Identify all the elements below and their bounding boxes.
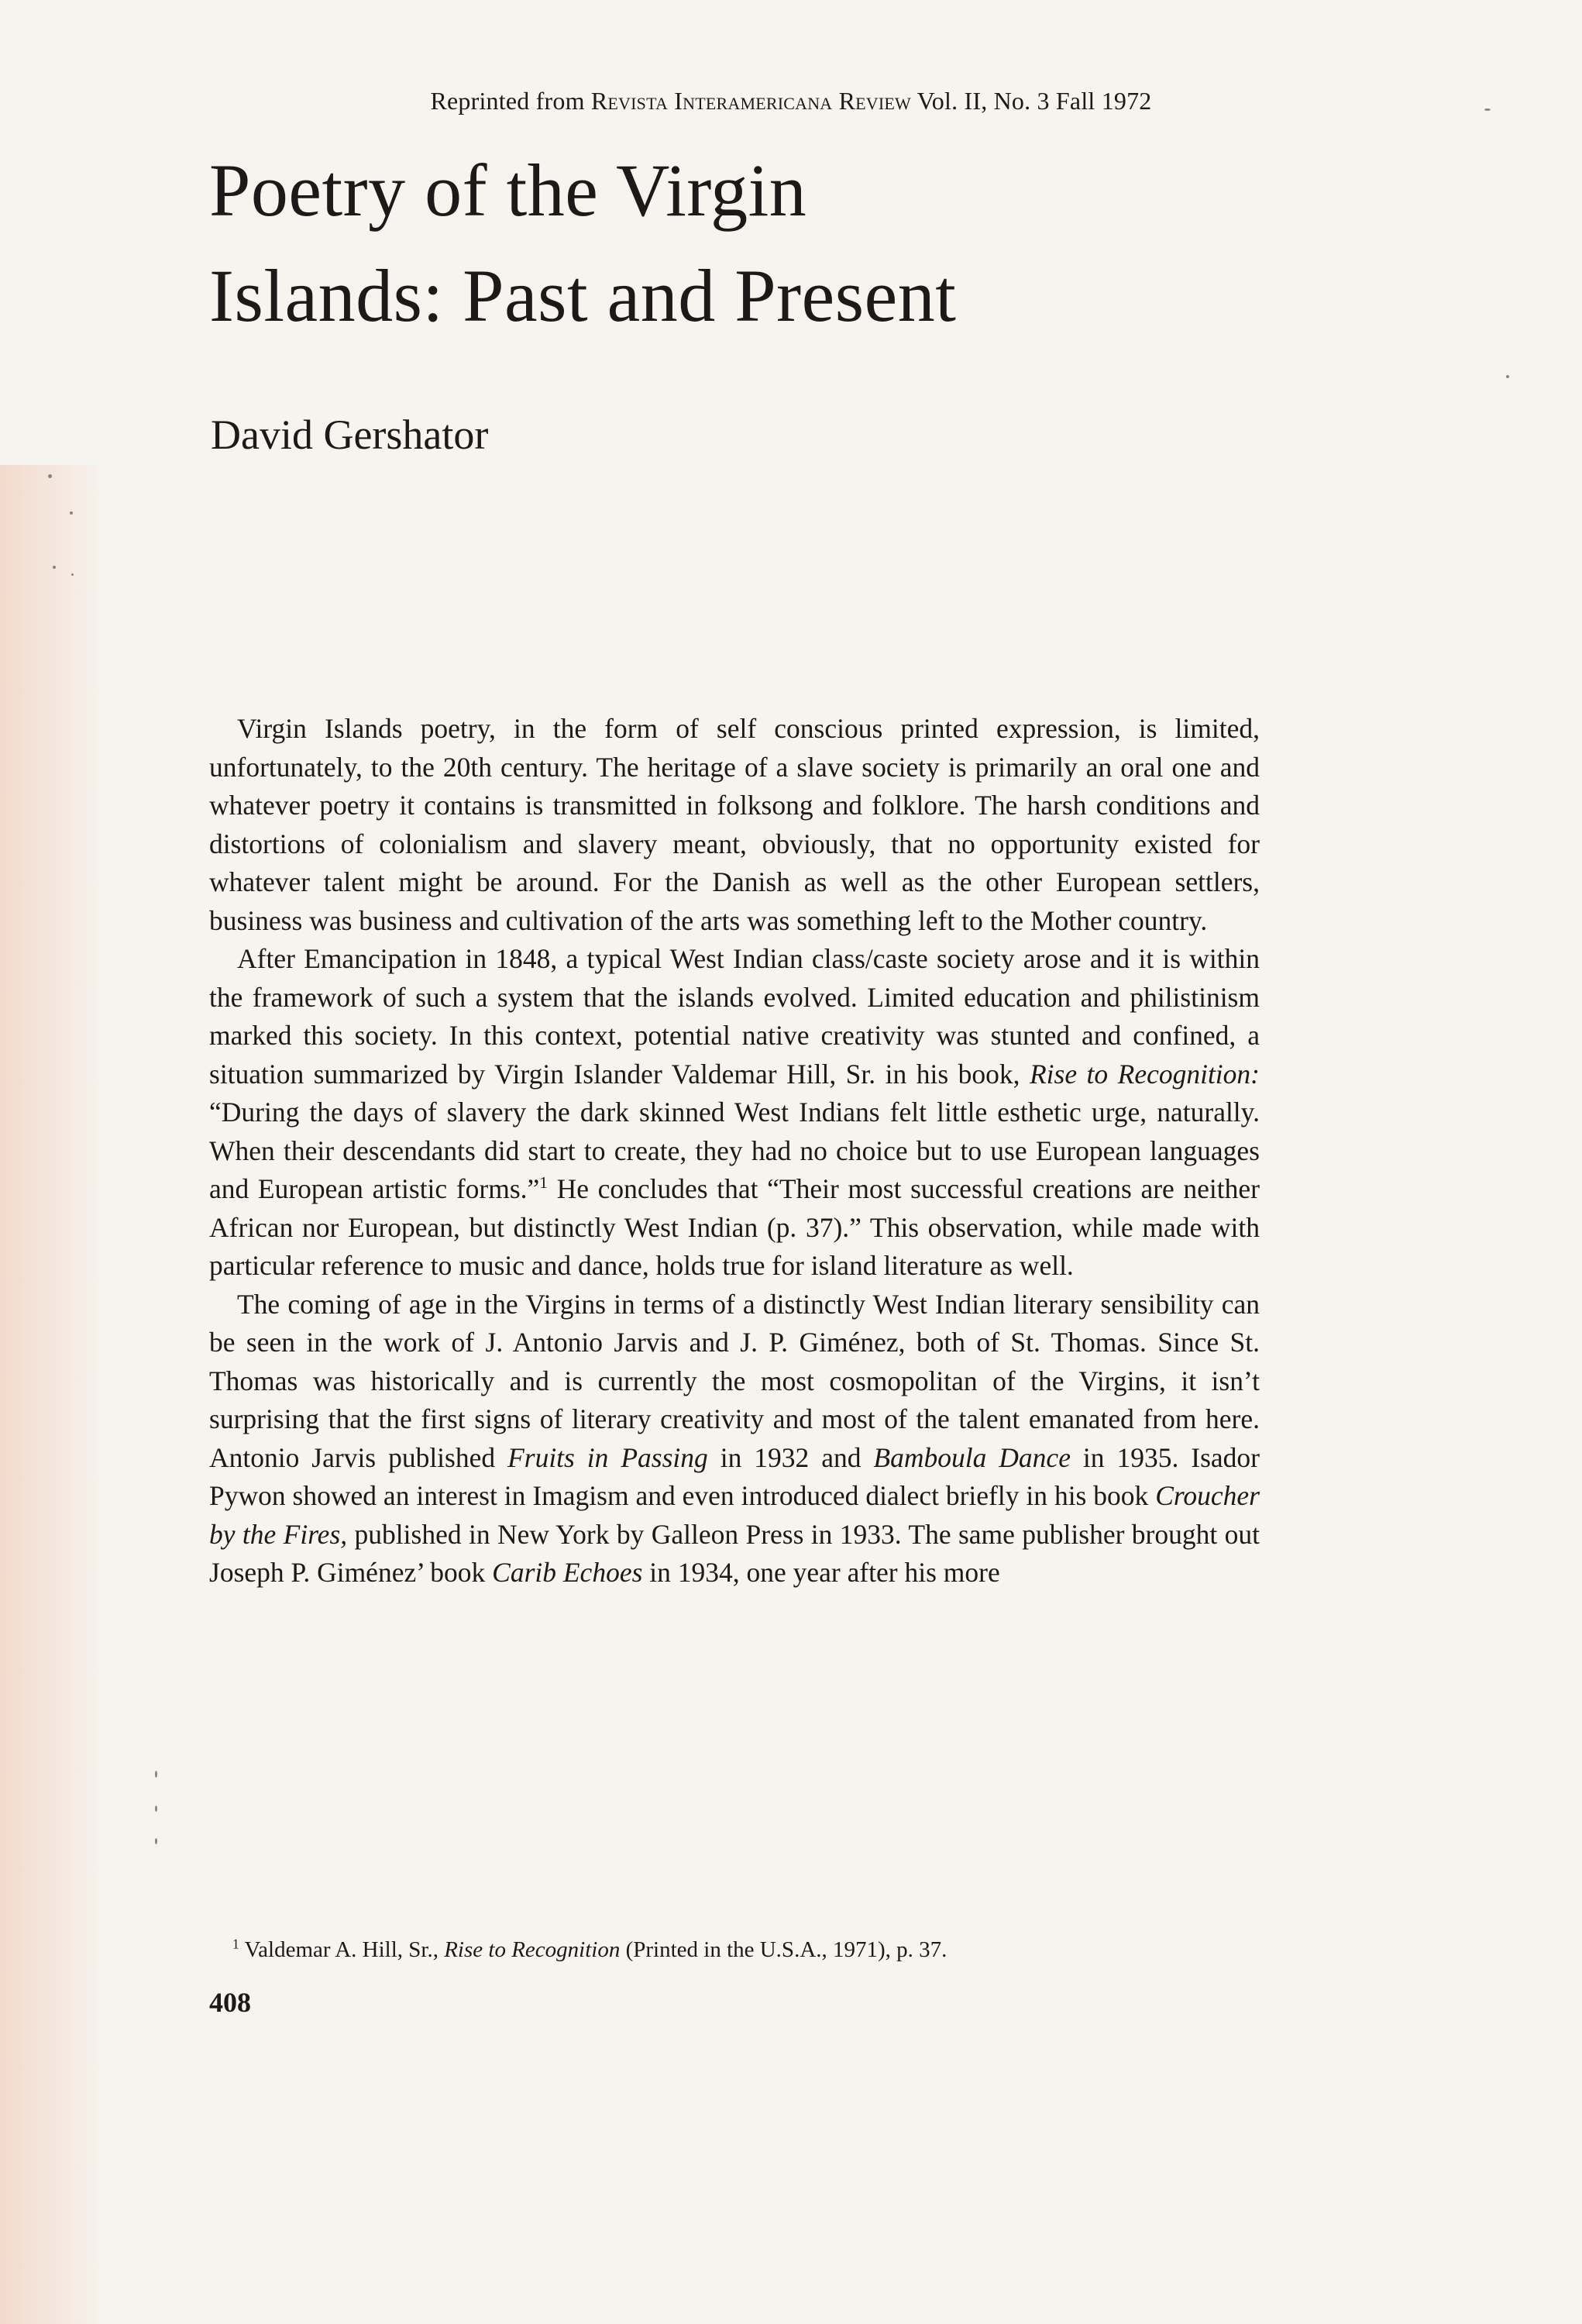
article-body: [209, 710, 1260, 1592]
journal-issue: Vol. II, No. 3 Fall 1972: [917, 87, 1152, 115]
footnote-text-before: Valdemar A. Hill, Sr.,: [244, 1937, 438, 1962]
footnote-reference: 1: [539, 1173, 548, 1193]
italic-title: Carib Echoes: [492, 1557, 643, 1588]
paper-speck: [48, 474, 52, 478]
italic-title: Croucher by the Fires,: [209, 1480, 1260, 1550]
article-title-line-1: Poetry of the Virgin: [209, 149, 807, 232]
italic-title: Fruits in Passing: [507, 1441, 708, 1473]
paper-speck: [1506, 375, 1509, 378]
reprint-notice: [0, 87, 1582, 115]
paper-speck: [155, 1806, 157, 1812]
body-paragraph: [209, 1286, 1260, 1592]
page-number: 408: [209, 1987, 251, 2018]
body-text-run: After Emancipation in 1848, a typical West Indian class/caste society arose and it is within the framework of such a system that the islands evolved. Limited education and philistinism marked this society. In this context, potential native creativity was stunted and confined, a situation summarized by Virgin Islander Valdemar Hill, Sr. in his book,: [209, 943, 1260, 1090]
body-text-run: The coming of age in the Virgins in terms of a distinctly West Indian literary sensibility can be seen in the work of J. Antonio Jarvis and J. P. Giménez, both of St. Thomas. Since St. Thomas was historically and is currently the most cosmopolitan of the Virgins, it isn’t surprising that the first signs of literary creativity and most of the talent emanated from here. Antonio Jarvis published: [209, 1288, 1260, 1473]
body-text-run: in 1935. Isador Pywon showed an interest in Imagism and even introduced dialect briefly in his book: [209, 1441, 1260, 1511]
footnote-cited-title: Rise to Recognition: [444, 1937, 621, 1962]
paper-speck: [71, 573, 74, 576]
article-author: David Gershator: [211, 411, 489, 458]
body-text-run: He concludes that “Their most successful creations are neither African nor European, but distinctly West Indian (p. 37).” This observation, while made with particular reference to music and dance, holds true for island literature as well.: [209, 1173, 1260, 1281]
paper-speck: [155, 1771, 157, 1778]
paper-speck: [155, 1838, 157, 1844]
body-text-run: Virgin Islands poetry, in the form of self conscious printed expression, is limited, unfortunately, to the 20th century. The heritage of a slave society is primarily an oral one and whatever poetry it contains is transmitted in folksong and folklore. The harsh conditions and distortions of colonialism and slavery meant, obviously, that no opportunity existed for whatever talent might be around. For the Danish as well as the other European settlers, business was business and cultivation of the arts was something left to the Mother country.: [209, 713, 1260, 936]
reprint-prefix: Reprinted from: [430, 87, 585, 115]
footnote-text-after: (Printed in the U.S.A., 1971), p. 37.: [625, 1937, 947, 1962]
body-text-run: “During the days of slavery the dark skinned West Indians felt little esthetic urge, naturally. When their descendants did start to create, they had no choice but to use European languages and European artistic forms.”: [209, 1097, 1260, 1204]
paper-speck: [70, 511, 73, 515]
body-text-run: in 1932 and: [707, 1441, 874, 1473]
italic-title: Bamboula Dance: [873, 1441, 1071, 1473]
body-text-run: published in New York by Galleon Press in 1933. The same publisher brought out Joseph P. Giménez’ book: [209, 1518, 1260, 1588]
footnote: [232, 1937, 947, 1963]
paper-edge-stain: [0, 465, 108, 2324]
body-text-run: in 1934, one year after his more: [642, 1557, 1000, 1588]
article-title-line-2: Islands: Past and Present: [209, 254, 957, 337]
journal-name: Revista Interamericana Review: [590, 87, 911, 115]
paper-speck: [53, 566, 56, 569]
paper-speck: [1484, 108, 1491, 111]
footnote-marker: 1: [232, 1936, 239, 1952]
article-title: [209, 138, 956, 349]
body-paragraph: [209, 940, 1260, 1286]
italic-title: Rise to Recognition:: [1029, 1058, 1260, 1090]
body-paragraph: [209, 710, 1260, 940]
